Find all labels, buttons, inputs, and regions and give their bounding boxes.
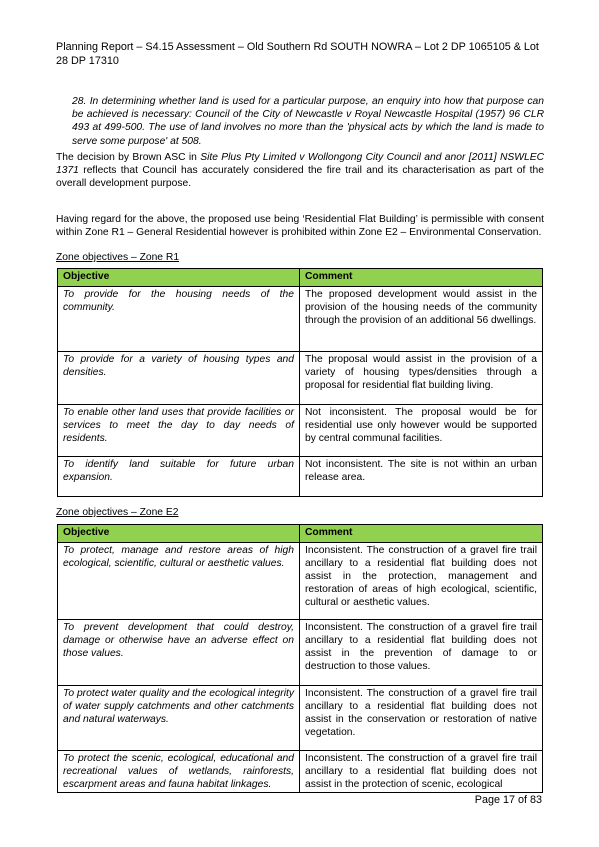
comment-cell: Not inconsistent. The proposal would be for residential use only however would be supported by central communal facilities. bbox=[300, 405, 543, 457]
paragraph-decision bbox=[56, 151, 544, 191]
table-header-row bbox=[58, 525, 543, 543]
objective-cell: To provide for a variety of housing types and densities. bbox=[58, 352, 300, 405]
page-number: Page 17 of 83 bbox=[474, 794, 542, 806]
column-header-comment: Comment bbox=[300, 525, 543, 543]
comment-cell: Inconsistent. The construction of a gravel fire trail ancillary to a residential flat building does not assist in the prevention of damage to or destruction to those values. bbox=[300, 620, 543, 686]
column-header-objective: Objective bbox=[58, 269, 300, 287]
comment-cell: Not inconsistent. The site is not within an urban release area. bbox=[300, 457, 543, 497]
objective-cell: To prevent development that could destroy, damage or otherwise have an adverse effect on those values. bbox=[58, 620, 300, 686]
table-row bbox=[58, 686, 543, 751]
comment-cell: The proposed development would assist in the provision of the housing needs of the community through the provision of an additional 56 dwellings. bbox=[300, 287, 543, 352]
zone-r1-table bbox=[57, 268, 543, 497]
zone-r1-caption: Zone objectives – Zone R1 bbox=[56, 252, 180, 263]
objective-cell: To protect the scenic, ecological, educational and recreational values of wetlands, rainforests, escarpment areas and fauna habitat linkages. bbox=[58, 751, 300, 793]
page-header: Planning Report – S4.15 Assessment – Old Southern Rd SOUTH NOWRA – Lot 2 DP 1065105 & Lot 28 DP 17310 bbox=[56, 41, 539, 67]
comment-cell: Inconsistent. The construction of a gravel fire trail ancillary to a residential flat building does not assist in the protection, management and restoration of areas of high ecological, scientific, cultural or aesthetic values. bbox=[300, 543, 543, 620]
case-quote: 28. In determining whether land is used for a particular purpose, an enquiry into how that purpose can be achieved is necessary: Council of the City of Newcastle v Royal Newcastle Hospital (1957) 96 CLR 493 at 499-500. The use of land involves no more than the 'physical acts by which the land is made to serve some purpose' at 508. bbox=[72, 96, 544, 147]
table-row bbox=[58, 751, 543, 793]
table-header-row bbox=[58, 269, 543, 287]
objective-cell: To protect, manage and restore areas of high ecological, scientific, cultural or aesthetic values. bbox=[58, 543, 300, 620]
zone-e2-caption: Zone objectives – Zone E2 bbox=[56, 507, 179, 518]
zone-e2-table bbox=[57, 524, 543, 793]
objective-cell: To identify land suitable for future urban expansion. bbox=[58, 457, 300, 497]
table-row bbox=[58, 457, 543, 497]
comment-cell: Inconsistent. The construction of a gravel fire trail ancillary to a residential flat building does not assist in the conservation or restoration of native vegetation. bbox=[300, 686, 543, 751]
comment-cell: The proposal would assist in the provision of a variety of housing types/densities through a proposal for residential flat building living. bbox=[300, 352, 543, 405]
case-citation: Site Plus Pty Limited v Wollongong City Council and anor [2011] NSWLEC 1371 bbox=[56, 152, 545, 177]
objective-cell: To enable other land uses that provide facilities or services to meet the day to day needs of residents. bbox=[58, 405, 300, 457]
paragraph-decision-text-1: The decision by Brown ASC in bbox=[56, 152, 201, 163]
table-row bbox=[58, 620, 543, 686]
column-header-comment: Comment bbox=[300, 269, 543, 287]
table-row bbox=[58, 405, 543, 457]
table-row bbox=[58, 352, 543, 405]
table-row bbox=[58, 543, 543, 620]
column-header-objective: Objective bbox=[58, 525, 300, 543]
table-row bbox=[58, 287, 543, 352]
paragraph-permissibility: Having regard for the above, the proposed use being ‘Residential Flat Building’ is permissible with consent within Zone R1 – General Residential however is prohibited within Zone E2 – Environmental Conservation. bbox=[56, 214, 544, 239]
comment-cell: Inconsistent. The construction of a gravel fire trail ancillary to a residential flat building does not assist in the protection of scenic, ecological bbox=[300, 751, 543, 793]
objective-cell: To protect water quality and the ecological integrity of water supply catchments and other catchments and natural waterways. bbox=[58, 686, 300, 751]
objective-cell: To provide for the housing needs of the community. bbox=[58, 287, 300, 352]
paragraph-decision-text-2: reflects that Council has accurately considered the fire trail and its characterisation as part of the overall development purpose. bbox=[56, 165, 544, 190]
